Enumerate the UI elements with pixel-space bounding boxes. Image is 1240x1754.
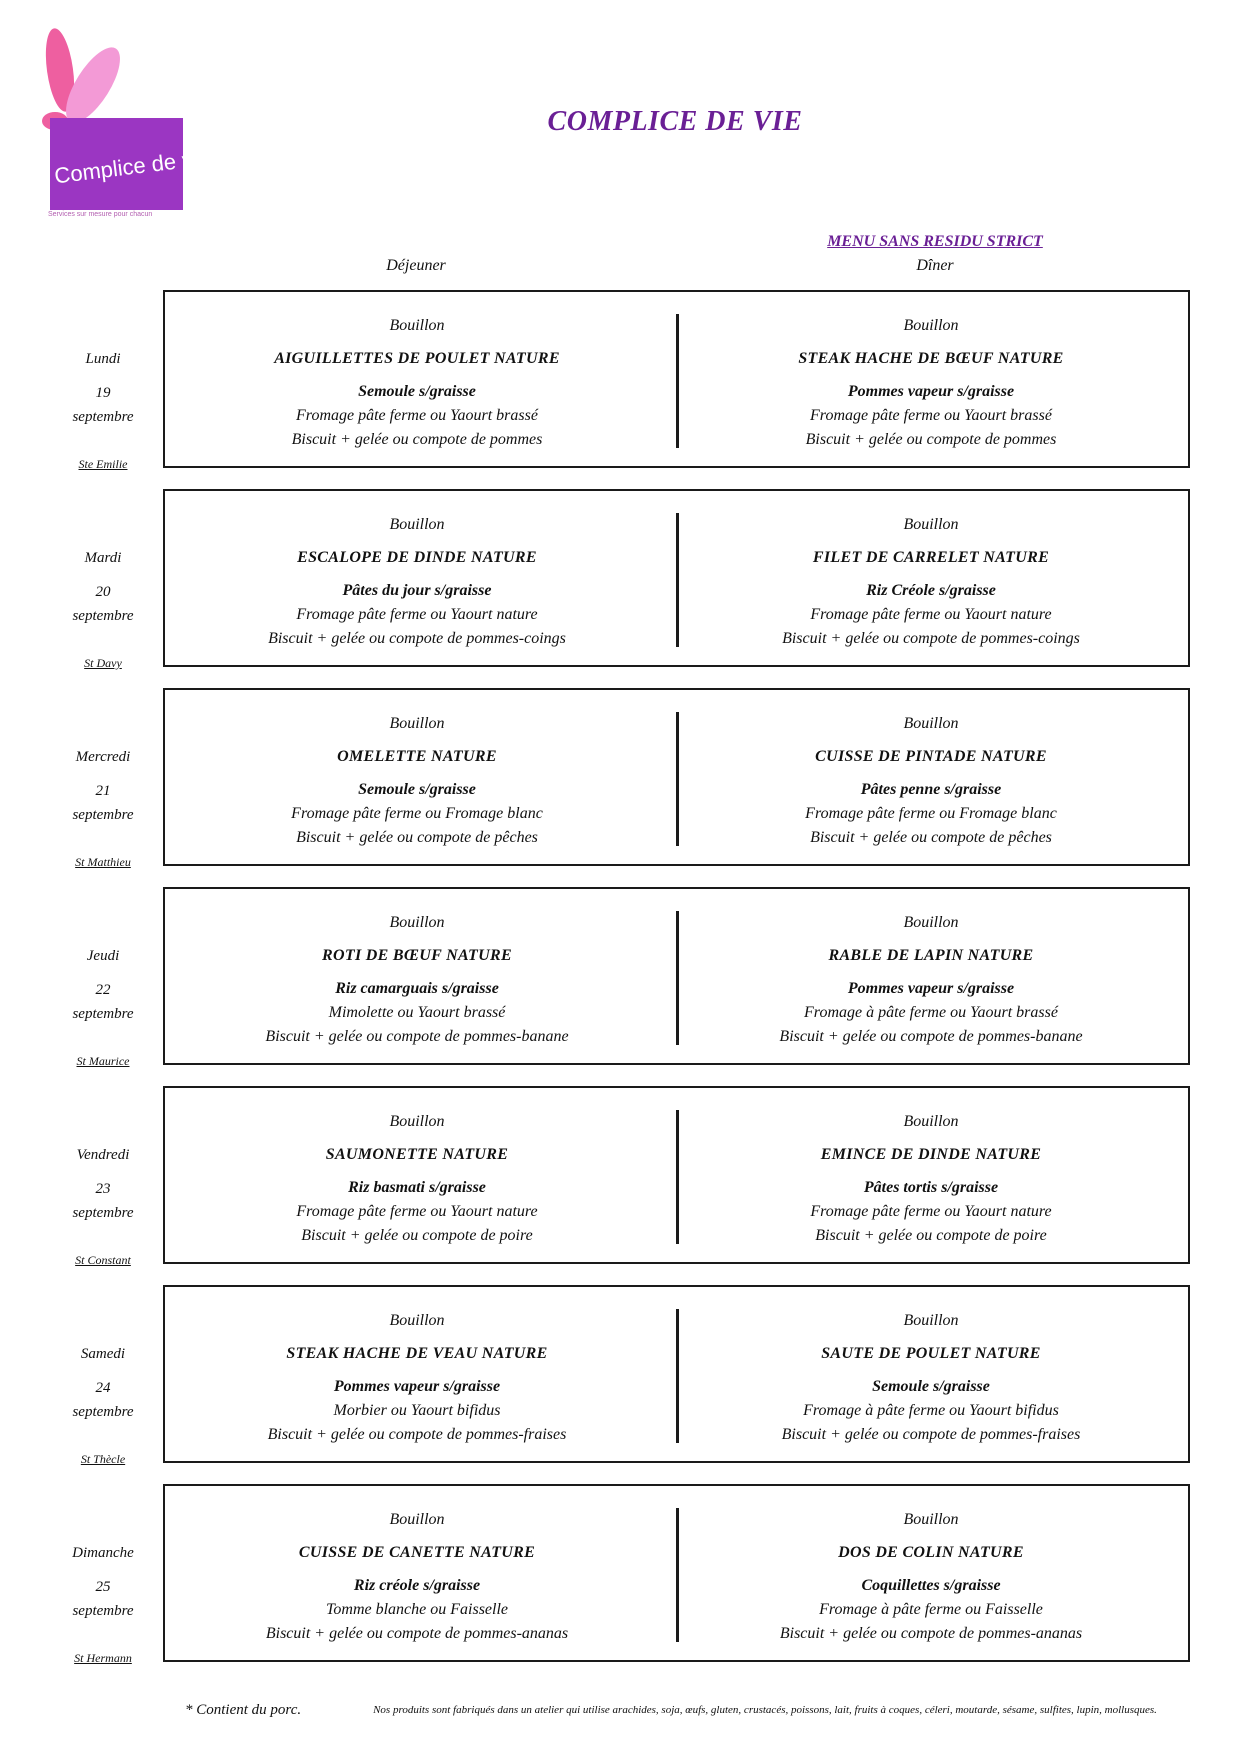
day-block xyxy=(0,1280,1240,1466)
saint-of-day: St Davy xyxy=(84,656,122,670)
starter-text: Bouillon xyxy=(903,1312,959,1329)
day-name: Mercredi xyxy=(75,749,131,765)
main-dish-text: SAUMONETTE NATURE xyxy=(325,1146,509,1163)
dairy-text: Fromage pâte ferme ou Fromage blanc xyxy=(805,805,1057,822)
day-month: septembre xyxy=(72,807,134,823)
saint-of-day: St Matthieu xyxy=(75,855,131,869)
starter-text: Bouillon xyxy=(903,715,959,732)
day-number: 20 xyxy=(95,584,111,600)
meal-dinner xyxy=(681,1309,1181,1447)
meal-lunch xyxy=(167,1110,667,1248)
side-dish-text: Riz basmati s/graisse xyxy=(348,1179,486,1196)
day-menu-box xyxy=(163,290,1190,468)
meal-dinner xyxy=(681,1508,1181,1646)
side-dish-text: Semoule s/graisse xyxy=(358,781,476,798)
meal-lunch xyxy=(167,314,667,452)
side-dish-text: Pâtes tortis s/graisse xyxy=(863,1179,999,1196)
meal-divider xyxy=(676,1110,679,1244)
dairy-text: Tomme blanche ou Faisselle xyxy=(325,1601,509,1618)
day-block xyxy=(0,1081,1240,1267)
day-name: Vendredi xyxy=(76,1147,130,1163)
side-dish-text: Riz camarguais s/graisse xyxy=(335,980,499,997)
day-month: septembre xyxy=(72,1603,134,1619)
day-month: septembre xyxy=(72,1006,134,1022)
day-block xyxy=(0,285,1240,471)
starter-text: Bouillon xyxy=(389,914,445,931)
column-header-lunch: Déjeuner xyxy=(386,257,446,274)
dessert-text: Biscuit + gelée ou compote de pêches xyxy=(810,829,1052,846)
starter-text: Bouillon xyxy=(903,317,959,334)
logo-text: Complice de vie xyxy=(52,144,212,189)
dairy-text: Fromage pâte ferme ou Yaourt brassé xyxy=(296,407,538,424)
dessert-text: Biscuit + gelée ou compote de pommes-ananas xyxy=(779,1625,1083,1642)
starter-text: Bouillon xyxy=(903,516,959,533)
side-dish-text: Pâtes du jour s/graisse xyxy=(342,582,492,599)
dessert-text: Biscuit + gelée ou compote de poire xyxy=(815,1227,1047,1244)
dairy-text: Fromage à pâte ferme ou Yaourt brassé xyxy=(804,1004,1058,1021)
starter-text: Bouillon xyxy=(389,516,445,533)
dairy-text: Fromage pâte ferme ou Yaourt nature xyxy=(296,1203,538,1220)
dessert-text: Biscuit + gelée ou compote de pommes-coings xyxy=(268,630,566,647)
main-dish-text: SAUTE DE POULET NATURE xyxy=(821,1345,1041,1362)
day-number: 21 xyxy=(95,783,111,799)
side-dish-text: Pommes vapeur s/graisse xyxy=(847,383,1015,400)
main-dish-text: CUISSE DE PINTADE NATURE xyxy=(815,748,1047,765)
day-block xyxy=(0,683,1240,869)
day-month: septembre xyxy=(72,409,134,425)
main-dish-text: ROTI DE BŒUF NATURE xyxy=(322,947,512,964)
main-dish-text: DOS DE COLIN NATURE xyxy=(838,1544,1024,1561)
day-number: 25 xyxy=(95,1579,111,1595)
main-dish-text: CUISSE DE CANETTE NATURE xyxy=(298,1544,536,1561)
day-menu-box xyxy=(163,1086,1190,1264)
day-menu-box xyxy=(163,1484,1190,1662)
dessert-text: Biscuit + gelée ou compote de pommes xyxy=(291,431,543,448)
dessert-text: Biscuit + gelée ou compote de poire xyxy=(301,1227,533,1244)
day-number: 24 xyxy=(95,1380,111,1396)
dairy-text: Fromage pâte ferme ou Fromage blanc xyxy=(291,805,543,822)
side-dish-text: Pâtes penne s/graisse xyxy=(860,781,1002,798)
main-dish-text: STEAK HACHE DE BŒUF NATURE xyxy=(798,350,1064,367)
day-month: septembre xyxy=(72,1205,134,1221)
meal-lunch xyxy=(167,712,667,850)
company-logo xyxy=(40,24,212,218)
saint-of-day: St Thècle xyxy=(80,1452,126,1466)
dairy-text: Fromage à pâte ferme ou Faisselle xyxy=(819,1601,1043,1618)
day-number: 19 xyxy=(95,385,111,401)
meal-divider xyxy=(676,1508,679,1642)
dairy-text: Fromage pâte ferme ou Yaourt nature xyxy=(810,606,1052,623)
day-menu-box xyxy=(163,1285,1190,1463)
logo-tagline: Services sur mesure pour chacun xyxy=(48,211,153,218)
day-name: Jeudi xyxy=(86,948,120,964)
dairy-text: Fromage pâte ferme ou Yaourt brassé xyxy=(810,407,1052,424)
column-header-dinner: Dîner xyxy=(916,257,954,274)
dessert-text: Biscuit + gelée ou compote de pommes-banane xyxy=(779,1028,1083,1045)
dessert-text: Biscuit + gelée ou compote de pommes-banane xyxy=(265,1028,569,1045)
meal-lunch xyxy=(167,513,667,651)
dairy-text: Morbier ou Yaourt bifidus xyxy=(333,1402,501,1419)
starter-text: Bouillon xyxy=(389,317,445,334)
starter-text: Bouillon xyxy=(389,1312,445,1329)
meal-dinner xyxy=(681,1110,1181,1248)
main-dish-text: AIGUILLETTES DE POULET NATURE xyxy=(274,350,560,367)
day-number: 23 xyxy=(95,1181,111,1197)
saint-of-day: St Maurice xyxy=(76,1054,130,1068)
day-name: Mardi xyxy=(84,550,122,566)
main-dish-text: STEAK HACHE DE VEAU NATURE xyxy=(286,1345,548,1362)
side-dish-text: Pommes vapeur s/graisse xyxy=(847,980,1015,997)
dessert-text: Biscuit + gelée ou compote de pommes-fraises xyxy=(781,1426,1081,1443)
meal-lunch xyxy=(167,1508,667,1646)
pork-footnote: * Contient du porc. xyxy=(185,1702,302,1718)
day-name: Lundi xyxy=(85,351,121,367)
day-number: 22 xyxy=(95,982,111,998)
side-dish-text: Semoule s/graisse xyxy=(872,1378,990,1395)
meal-lunch xyxy=(167,911,667,1049)
meal-dinner xyxy=(681,513,1181,651)
main-dish-text: FILET DE CARRELET NATURE xyxy=(812,549,1050,566)
starter-text: Bouillon xyxy=(903,914,959,931)
dairy-text: Fromage pâte ferme ou Yaourt nature xyxy=(296,606,538,623)
logo-box xyxy=(50,118,212,210)
saint-of-day: Ste Emilie xyxy=(78,457,128,471)
allergen-notice: Nos produits sont fabriqués dans un atelier qui utilise arachides, soja, œufs, gluten, crustacés, poissons, lait, fruits à coques, céleri, moutarde, sésame, sulfites, lupin, mollusques. xyxy=(373,1704,1157,1716)
day-name: Samedi xyxy=(80,1346,126,1362)
dessert-text: Biscuit + gelée ou compote de pommes-coings xyxy=(782,630,1080,647)
dairy-text: Mimolette ou Yaourt brassé xyxy=(328,1004,506,1021)
main-dish-text: ESCALOPE DE DINDE NATURE xyxy=(297,549,537,566)
meal-dinner xyxy=(681,911,1181,1049)
dessert-text: Biscuit + gelée ou compote de pommes xyxy=(805,431,1057,448)
side-dish-text: Semoule s/graisse xyxy=(358,383,476,400)
meal-dinner xyxy=(681,314,1181,452)
day-month: septembre xyxy=(72,608,134,624)
dessert-text: Biscuit + gelée ou compote de pommes-fraises xyxy=(267,1426,567,1443)
page-title: COMPLICE DE VIE xyxy=(547,106,803,137)
side-dish-text: Riz créole s/graisse xyxy=(353,1577,481,1594)
starter-text: Bouillon xyxy=(389,1511,445,1528)
meal-divider xyxy=(676,911,679,1045)
saint-of-day: St Hermann xyxy=(74,1651,132,1665)
main-dish-text: RABLE DE LAPIN NATURE xyxy=(828,947,1034,964)
meal-dinner xyxy=(681,712,1181,850)
side-dish-text: Pommes vapeur s/graisse xyxy=(333,1378,501,1395)
dairy-text: Fromage pâte ferme ou Yaourt nature xyxy=(810,1203,1052,1220)
day-month: septembre xyxy=(72,1404,134,1420)
day-block xyxy=(0,882,1240,1068)
saint-of-day: St Constant xyxy=(75,1253,131,1267)
day-name: Dimanche xyxy=(72,1545,134,1561)
meal-lunch xyxy=(167,1309,667,1447)
meal-divider xyxy=(676,513,679,647)
main-dish-text: OMELETTE NATURE xyxy=(337,748,497,765)
day-menu-box xyxy=(163,887,1190,1065)
day-block xyxy=(0,1479,1240,1665)
day-menu-box xyxy=(163,489,1190,667)
dairy-text: Fromage à pâte ferme ou Yaourt bifidus xyxy=(803,1402,1059,1419)
dessert-text: Biscuit + gelée ou compote de pommes-ananas xyxy=(265,1625,569,1642)
day-menu-box xyxy=(163,688,1190,866)
meal-divider xyxy=(676,314,679,448)
starter-text: Bouillon xyxy=(389,1113,445,1130)
meal-divider xyxy=(676,712,679,846)
menu-type-heading: MENU SANS RESIDU STRICT xyxy=(827,233,1043,250)
meal-divider xyxy=(676,1309,679,1443)
side-dish-text: Riz Créole s/graisse xyxy=(866,582,996,599)
day-block xyxy=(0,484,1240,670)
side-dish-text: Coquillettes s/graisse xyxy=(861,1577,1001,1594)
dessert-text: Biscuit + gelée ou compote de pêches xyxy=(296,829,538,846)
main-dish-text: EMINCE DE DINDE NATURE xyxy=(820,1146,1042,1163)
starter-text: Bouillon xyxy=(903,1113,959,1130)
starter-text: Bouillon xyxy=(389,715,445,732)
starter-text: Bouillon xyxy=(903,1511,959,1528)
